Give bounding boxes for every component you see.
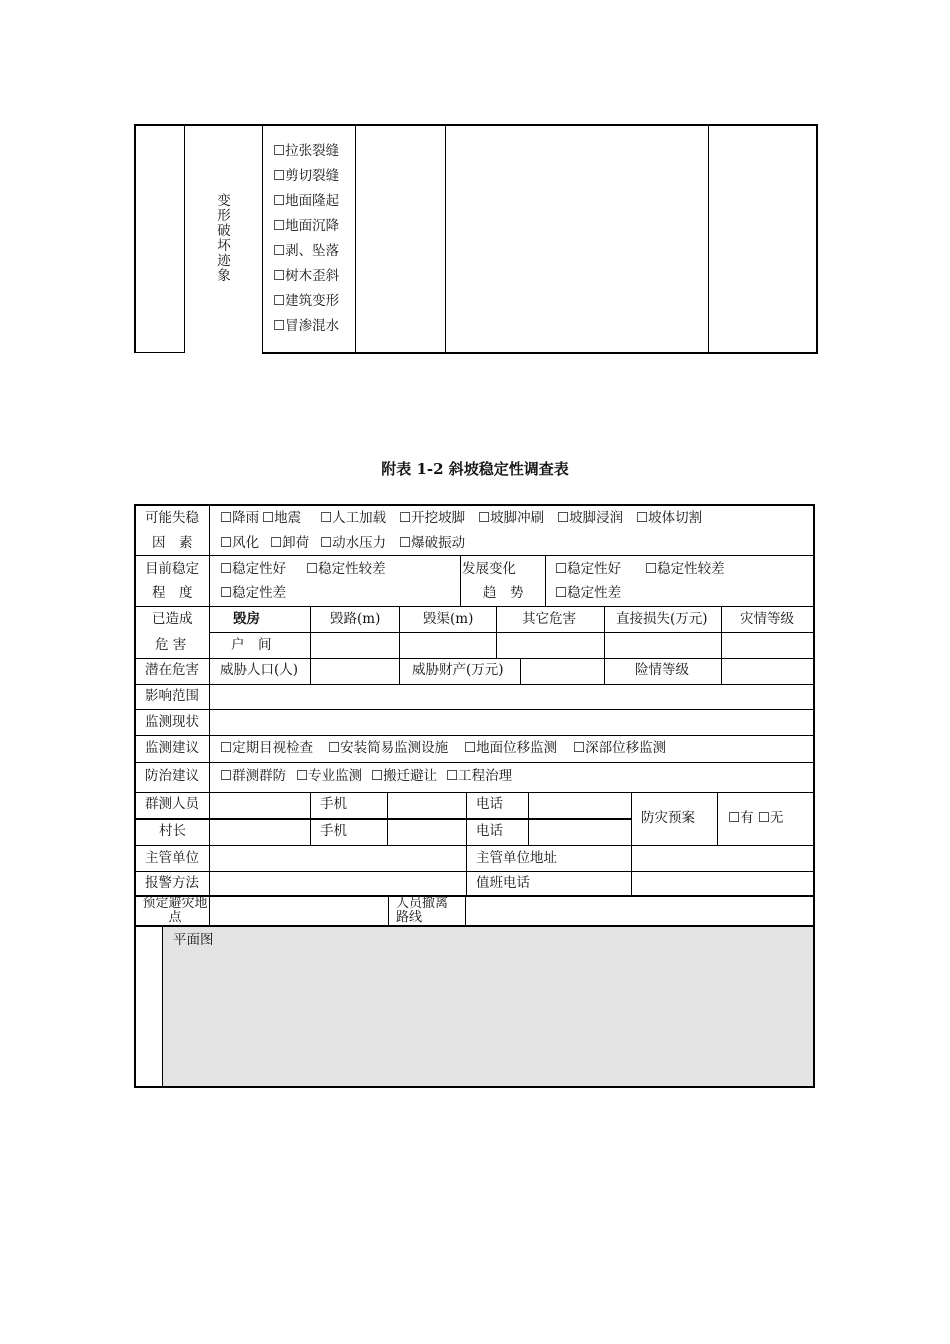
input-level[interactable] — [722, 633, 813, 658]
form-title: 附表 1-2 斜坡稳定性调查表 — [381, 460, 569, 478]
checkbox-toe-scour[interactable]: ☐坡脚冲刷 — [478, 510, 545, 526]
phone-label-2: 电话 — [476, 823, 503, 839]
monitor-suggestion-label: 监测建议 — [145, 740, 199, 756]
phone-label-1: 电话 — [476, 796, 503, 812]
evacuation-place-label: 预定避灾地点 — [142, 896, 208, 925]
danger-level-label: 险情等级 — [635, 662, 689, 678]
plan-view-area[interactable] — [163, 927, 813, 1086]
input-monitor-status[interactable] — [210, 710, 813, 735]
checkbox-spalling[interactable]: ☐剥、坠落 — [273, 243, 340, 259]
input-danger-level[interactable] — [722, 659, 813, 684]
input-roads[interactable] — [311, 633, 399, 658]
checkbox-trend-fair[interactable]: ☐稳定性较差 — [645, 561, 725, 577]
header-houses-unit: 户 间 — [231, 637, 272, 653]
evacuation-route-label: 人员撤离路线 — [396, 896, 449, 925]
header-direct-loss: 直接损失(万元) — [616, 611, 708, 627]
checkbox-ground-subsidence[interactable]: ☐地面沉降 — [273, 218, 340, 234]
monitor-status-label: 监测现状 — [145, 714, 199, 730]
checkbox-slope-cutting[interactable]: ☐坡体切割 — [636, 510, 703, 526]
group-monitor-person-label: 群测人员 — [145, 796, 199, 812]
alarm-method-label: 报警方法 — [145, 875, 199, 891]
disaster-plan-label: 防灾预案 — [641, 810, 695, 826]
input-loss[interactable] — [605, 633, 721, 658]
threat-population-label: 威胁人口(人) — [220, 662, 299, 678]
checkbox-engineering-treatment[interactable]: ☐工程治理 — [446, 768, 513, 784]
input-other[interactable] — [497, 633, 604, 658]
mobile-label-1: 手机 — [320, 796, 347, 812]
input-threat-population[interactable] — [311, 659, 399, 684]
threat-property-label: 威胁财产(万元) — [412, 662, 504, 678]
duty-phone-label: 值班电话 — [476, 875, 530, 891]
input-threat-property[interactable] — [521, 659, 604, 684]
checkbox-artificial-load[interactable]: ☐人工加载 — [320, 510, 387, 526]
checkbox-professional-monitoring[interactable]: ☐专业监测 — [296, 768, 363, 784]
deformation-section-label: 变形破坏迹象 — [217, 193, 231, 284]
checkbox-weathering[interactable]: ☐风化 — [220, 535, 260, 551]
checkbox-trend-good[interactable]: ☐稳定性好 — [555, 561, 622, 577]
mobile-label-2: 手机 — [320, 823, 347, 839]
influence-label: 影响范围 — [145, 688, 199, 704]
checkbox-earthquake[interactable]: ☐地震 — [262, 510, 302, 526]
checkbox-tree-tilt[interactable]: ☐树木歪斜 — [273, 268, 340, 284]
checkbox-hydrodynamic-pressure[interactable]: ☐动水压力 — [320, 535, 387, 551]
checkbox-toe-wetting[interactable]: ☐坡脚浸润 — [557, 510, 624, 526]
checkbox-toe-excavation[interactable]: ☐开挖坡脚 — [399, 510, 466, 526]
checkbox-group-prevention[interactable]: ☐群测群防 — [220, 768, 287, 784]
damage-label-line2: 危 害 — [155, 637, 187, 653]
factor-label-line1: 可能失稳 — [145, 510, 199, 526]
input-influence-range[interactable] — [210, 685, 813, 709]
checkbox-unloading[interactable]: ☐卸荷 — [270, 535, 310, 551]
stability-label-line1: 目前稳定 — [145, 561, 199, 577]
stability-label-line2: 程 度 — [152, 585, 193, 601]
checkbox-relocation[interactable]: ☐搬迁避让 — [371, 768, 438, 784]
checkbox-trend-poor[interactable]: ☐稳定性差 — [555, 585, 622, 601]
checkbox-simple-monitoring[interactable]: ☐安装简易监测设施 — [328, 740, 449, 756]
checkbox-visual-inspection[interactable]: ☐定期目视检查 — [220, 740, 314, 756]
trend-label-line2: 趋 势 — [483, 585, 524, 601]
checkbox-stability-poor[interactable]: ☐稳定性差 — [220, 585, 287, 601]
checkbox-rainfall[interactable]: ☐降雨 — [220, 510, 260, 526]
factor-label-line2: 因 素 — [152, 535, 193, 551]
disaster-plan-options[interactable]: ☐有 ☐无 — [728, 810, 784, 826]
input-canals[interactable] — [400, 633, 496, 658]
header-canals-destroyed: 毁渠(m) — [423, 611, 474, 627]
header-other-damage: 其它危害 — [522, 611, 576, 627]
damage-label-line1: 已造成 — [152, 611, 193, 627]
plan-view-label: 平面图 — [173, 932, 214, 948]
potential-label: 潜在危害 — [145, 662, 199, 678]
checkbox-muddy-seepage[interactable]: ☐冒渗混水 — [273, 318, 340, 334]
trend-label-line1: 发展变化 — [462, 561, 516, 577]
checkbox-ground-uplift[interactable]: ☐地面隆起 — [273, 193, 340, 209]
checkbox-blasting-vibration[interactable]: ☐爆破振动 — [399, 535, 466, 551]
checkbox-stability-fair[interactable]: ☐稳定性较差 — [306, 561, 386, 577]
checkbox-building-deformation[interactable]: ☐建筑变形 — [273, 293, 340, 309]
checkbox-stability-good[interactable]: ☐稳定性好 — [220, 561, 287, 577]
header-houses-destroyed: 毁房 — [233, 611, 260, 627]
management-address-label: 主管单位地址 — [476, 850, 557, 866]
prevention-label: 防治建议 — [145, 768, 199, 784]
checkbox-tension-crack[interactable]: ☐拉张裂缝 — [273, 143, 340, 159]
header-roads-destroyed: 毁路(m) — [330, 611, 381, 627]
header-disaster-level: 灾情等级 — [740, 611, 794, 627]
management-unit-label: 主管单位 — [145, 850, 199, 866]
village-head-label: 村长 — [159, 823, 186, 839]
checkbox-deep-displacement[interactable]: ☐深部位移监测 — [573, 740, 667, 756]
checkbox-shear-crack[interactable]: ☐剪切裂缝 — [273, 168, 340, 184]
checkbox-surface-displacement[interactable]: ☐地面位移监测 — [464, 740, 558, 756]
